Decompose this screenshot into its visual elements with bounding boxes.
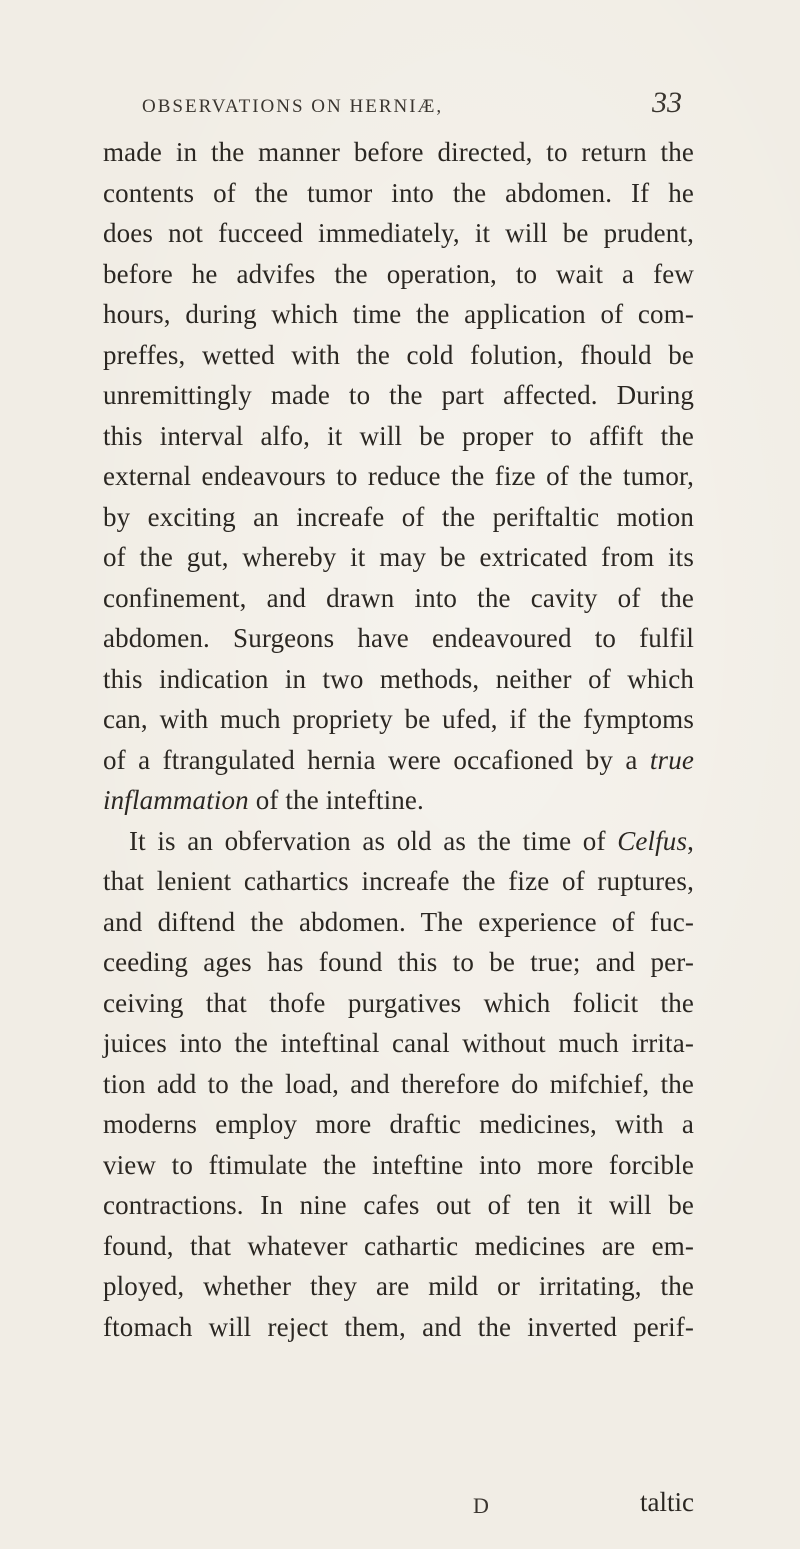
text-line: contents of the tumor into the abdomen. If he [103,177,694,208]
text-line: confinement, and drawn into the cavity of the [103,582,694,613]
text-line [103,740,694,781]
text-line: external endeavours to reduce the fize of the tumor, [103,461,694,491]
text-line: before he advifes the operation, to wait a few [103,258,694,289]
text-line: hours, during which time the application of com- [103,299,694,329]
text-line: tion add to the load, and therefore do mifchief, the [103,1068,694,1099]
signature-mark: D [473,1493,489,1518]
text-line: ceiving that thofe purgatives which folicit the [103,987,694,1018]
text-span: It is an obfervation as old as the time of [129,825,606,856]
text-line: this interval alfo, it will be proper to affift the [103,420,694,451]
text-line: made in the manner before directed, to return the [103,137,694,167]
text-line: does not fucceed immediately, it will be prudent, [103,218,694,248]
page-number: 33 [652,86,682,119]
text-line [103,780,694,821]
text-line: ployed, whether they are mild or irritating, the [103,1271,694,1301]
text-line: contractions. In nine cafes out of ten it will be [103,1190,694,1220]
text-line: view to ftimulate the inteftine into more forcible [103,1149,694,1180]
text-line: ceeding ages has found this to be true; and per- [103,947,694,977]
body-text [103,132,694,1347]
text-span: , [687,825,695,856]
text-line: juices into the inteftinal canal without much irrita- [103,1028,694,1058]
text-line: abdomen. Surgeons have endeavoured to fulfil [103,623,694,653]
italic-span: true [649,744,694,775]
page-footer [103,1487,694,1527]
text-line [103,821,694,862]
text-line: that lenient cathartics increafe the fize of ruptures, [103,866,694,896]
text-line: unremittingly made to the part affected. During [103,380,694,410]
text-line: found, that whatever cathartic medicines are em- [103,1230,694,1261]
text-line: can, with much propriety be ufed, if the fymptoms [103,704,694,734]
text-line: preffes, wetted with the cold folution, fhould be [103,339,694,370]
text-line: by exciting an increafe of the periftaltic motion [103,501,694,532]
text-line: and diftend the abdomen. The experience of fuc- [103,906,694,937]
italic-span: inflammation [103,785,249,815]
running-head-title: OBSERVATIONS ON HERNIÆ, [142,96,444,117]
text-span: of the inteftine. [255,785,424,815]
text-line: this indication in two methods, neither of which [103,663,694,694]
text-line: ftomach will reject them, and the inverted perif- [103,1311,694,1342]
text-line: moderns employ more draftic medicines, with a [103,1109,694,1139]
catchword: taltic [640,1487,694,1517]
text-line: of the gut, whereby it may be extricated from its [103,542,694,572]
running-head [142,86,682,126]
italic-span: Celfus [617,825,688,856]
text-span: of a ftrangulated hernia were occafioned by a [103,744,638,775]
